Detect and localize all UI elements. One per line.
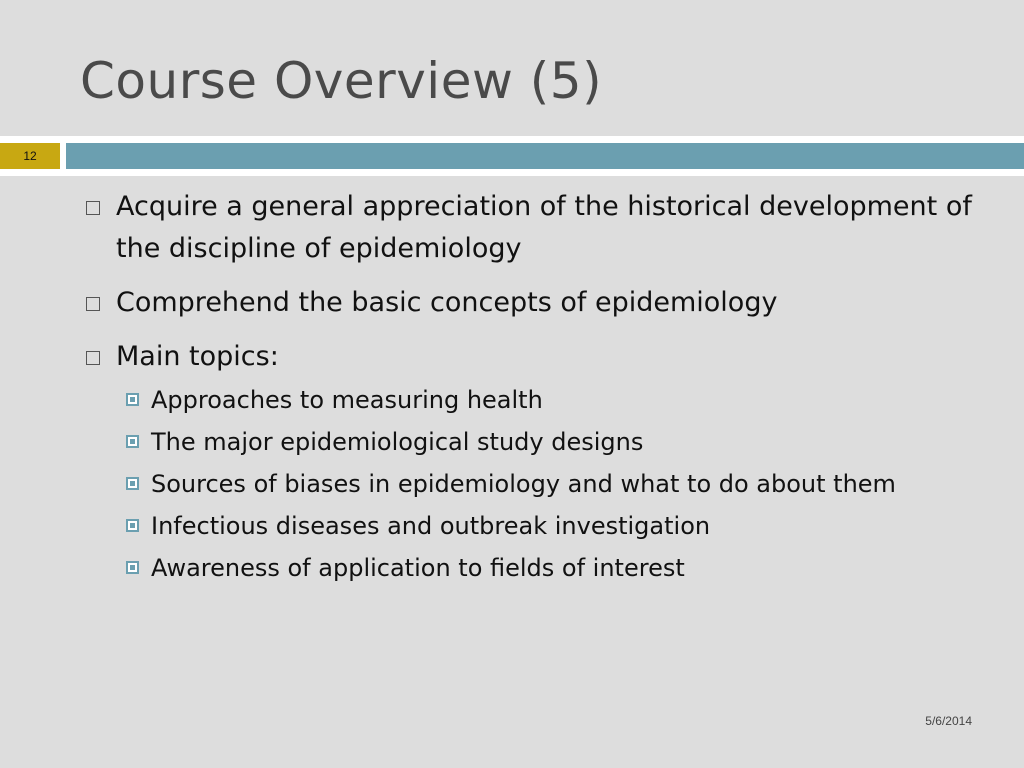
bullet-text: Acquire a general appreciation of the historical development of the discipline of epidemiology [116, 191, 972, 264]
sub-bullet-text: The major epidemiological study designs [151, 428, 644, 456]
slide-date: 5/6/2014 [925, 714, 972, 728]
filled-square-bullet-icon [126, 477, 139, 490]
sub-bullet-item [126, 548, 978, 588]
sub-bullet-item [126, 464, 978, 504]
slide-body [78, 186, 978, 594]
slide-title: Course Overview (5) [80, 52, 603, 110]
bullet-item [78, 336, 978, 378]
filled-square-bullet-icon [126, 561, 139, 574]
accent-bar [66, 143, 1024, 169]
filled-square-bullet-icon [126, 519, 139, 532]
sub-bullet-text: Sources of biases in epidemiology and what to do about them [151, 470, 896, 498]
hollow-square-bullet-icon [86, 297, 100, 311]
hollow-square-bullet-icon [86, 351, 100, 365]
slide-number-badge: 12 [0, 143, 60, 169]
sub-bullet-text: Approaches to measuring health [151, 386, 543, 414]
filled-square-bullet-icon [126, 435, 139, 448]
filled-square-bullet-icon [126, 393, 139, 406]
sub-bullet-item [126, 506, 978, 546]
sub-bullet-text: Awareness of application to fields of interest [151, 554, 685, 582]
sub-bullet-text: Infectious diseases and outbreak investigation [151, 512, 711, 540]
bullet-text: Comprehend the basic concepts of epidemiology [116, 287, 778, 318]
sub-bullet-item [126, 422, 978, 462]
bullet-text: Main topics: [116, 341, 279, 372]
hollow-square-bullet-icon [86, 201, 100, 215]
bullet-item [78, 282, 978, 324]
bullet-item [78, 186, 978, 270]
sub-bullet-item [126, 380, 978, 420]
